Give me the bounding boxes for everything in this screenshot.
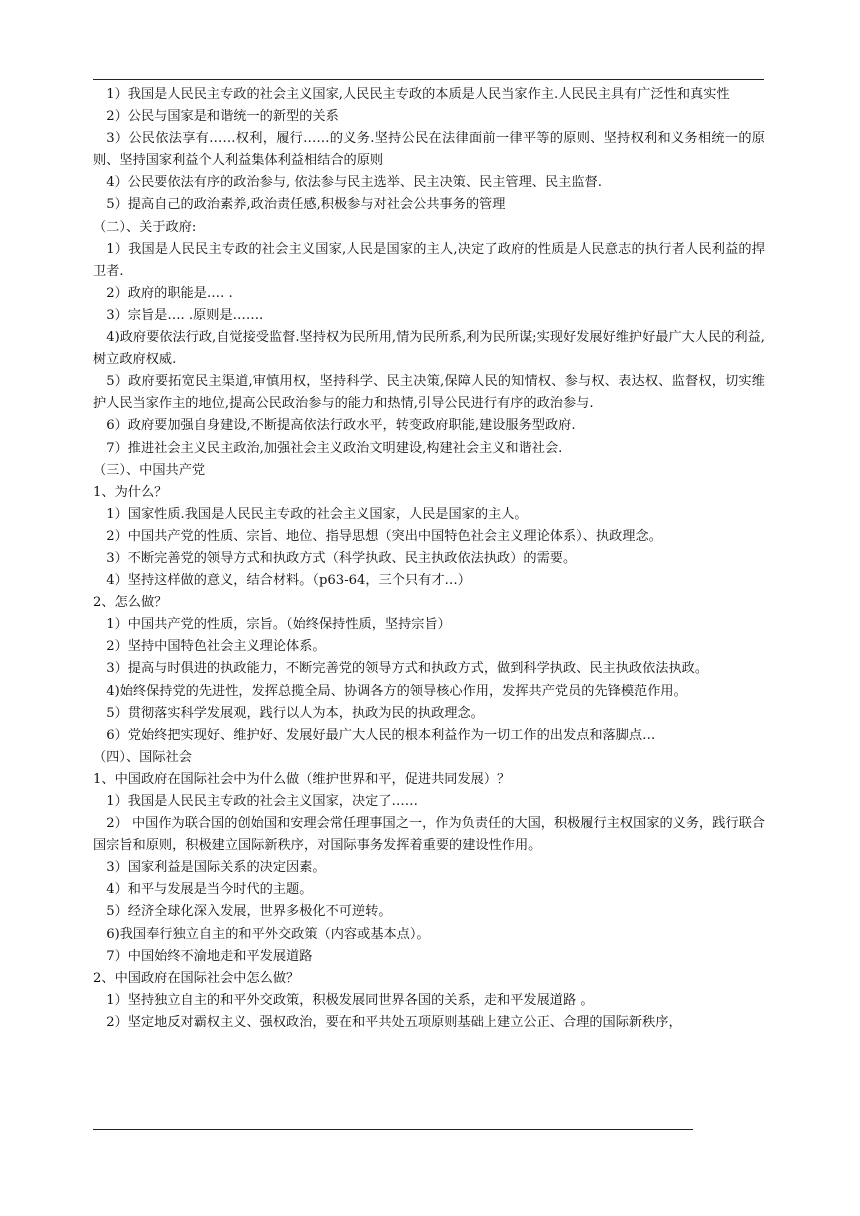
- paragraph: 6）政府要加强自身建设,不断提高依法行政水平，转变政府职能,建设服务型政府.: [106, 418, 576, 434]
- paragraph: 1）我国是人民民主专政的社会主义国家,人民民主专政的本质是人民当家作主.人民民主具有广泛性和真实性: [106, 87, 730, 102]
- paragraph: 5）提高自己的政治素养,政治责任感,积极参与对社会公共事务的管理: [106, 197, 506, 213]
- paragraph: 4）坚持这样做的意义，结合材料。（p63-64，三个只有才…）: [106, 573, 471, 589]
- paragraph: 4）和平与发展是当今时代的主题。: [106, 882, 313, 898]
- paragraph: 3）公民依法享有……权利，履行……的义务.坚持公民在法律面前一律平等的原则、坚持权利和义务相统一的原则、坚持国家利益个人利益集体利益相结合的原则: [93, 131, 765, 169]
- paragraph: 4)始终保持党的先进性，发挥总揽全局、协调各方的领导核心作用，发挥共产党员的先锋模范作用。: [106, 683, 687, 699]
- paragraph: 2）坚定地反对霸权主义、强权政治，要在和平共处五项原则基础上建立公正、合理的国际新秩序，: [106, 1014, 682, 1030]
- paragraph: 1）中国共产党的性质，宗旨。（始终保持性质，坚持宗旨）: [106, 617, 451, 633]
- sub-heading: 2、中国政府在国际社会中怎么做？: [93, 970, 300, 986]
- paragraph: 2）政府的职能是…. .: [106, 285, 233, 301]
- document-body: [93, 84, 765, 1034]
- paragraph: 5）贯彻落实科学发展观，践行以人为本，执政为民的执政理念。: [106, 705, 484, 721]
- section-heading: （三）、中国共产党: [93, 462, 206, 478]
- paragraph: 6）党始终把实现好、维护好、发展好最广大人民的根本利益作为一切工作的出发点和落脚点…: [106, 727, 656, 743]
- paragraph: 2） 中国作为联合国的创始国和安理会常任理事国之一，作为负责任的大国，积极履行主权国家的义务，践行联合国宗旨和原则，积极建立国际新秩序，对国际事务发挥着重要的建设性作用。: [93, 816, 765, 854]
- header-rule: [93, 79, 764, 80]
- paragraph: 3）宗旨是…. .原则是…….: [106, 307, 264, 323]
- paragraph: 6)我国奉行独立自主的和平外交政策（内容或基本点）。: [106, 926, 430, 942]
- paragraph: 1）坚持独立自主的和平外交政策，积极发展同世界各国的关系，走和平发展道路 。: [106, 992, 594, 1008]
- sub-heading: 1、中国政府在国际社会中为什么做（维护世界和平，促进共同发展）？: [93, 771, 511, 787]
- paragraph: 5）政府要拓宽民主渠道,审慎用权，坚持科学、民主决策,保障人民的知情权、参与权、表达权、监督权，切实维护人民当家作主的地位,提高公民政治参与的能力和热情,引导公民进行有序的政治参与.: [93, 374, 765, 412]
- paragraph: 3）不断完善党的领导方式和执政方式（科学执政、民主执政依法执政）的需要。: [106, 550, 577, 566]
- paragraph: 2）坚持中国特色社会主义理论体系。: [106, 639, 326, 655]
- section-heading: （四）、国际社会: [93, 749, 192, 765]
- sub-heading: 1、为什么？: [93, 484, 168, 500]
- paragraph: 1）我国是人民民主专政的社会主义国家，决定了……: [106, 794, 418, 809]
- paragraph: 3）提高与时俱进的执政能力，不断完善党的领导方式和执政方式，做到科学执政、民主执政依法执政。: [106, 661, 709, 677]
- paragraph: 7）中国始终不渝地走和平发展道路: [106, 948, 313, 964]
- paragraph: 2）公民与国家是和谐统一的新型的关系: [106, 109, 339, 125]
- paragraph: 7）推进社会主义民主政治,加强社会主义政治文明建设,构建社会主义和谐社会.: [106, 440, 563, 456]
- paragraph: 1）我国是人民民主专政的社会主义国家,人民是国家的主人,决定了政府的性质是人民意志的执行者人民利益的捍卫者.: [93, 241, 765, 279]
- sub-heading: 2、怎么做？: [93, 595, 168, 611]
- paragraph: 2）中国共产党的性质、宗旨、地位、指导思想（突出中国特色社会主义理论体系）、执政理念。: [106, 528, 662, 544]
- paragraph: 4）公民要依法有序的政治参与, 依法参与民主选举、民主决策、民主管理、民主监督.: [106, 175, 602, 191]
- paragraph: 1）国家性质.我国是人民民主专政的社会主义国家，人民是国家的主人。: [106, 506, 528, 522]
- section-heading: （二）、关于政府:: [93, 219, 197, 235]
- paragraph: 3）国家利益是国际关系的决定因素。: [106, 860, 326, 876]
- paragraph: 5）经济全球化深入发展，世界多极化不可逆转。: [106, 904, 392, 920]
- paragraph: 4)政府要依法行政,自觉接受监督.坚持权为民所用,情为民所系,利为民所谋;实现好发展好维护好最广大人民的利益,树立政府权威.: [93, 330, 765, 368]
- footer-rule: [93, 1129, 693, 1130]
